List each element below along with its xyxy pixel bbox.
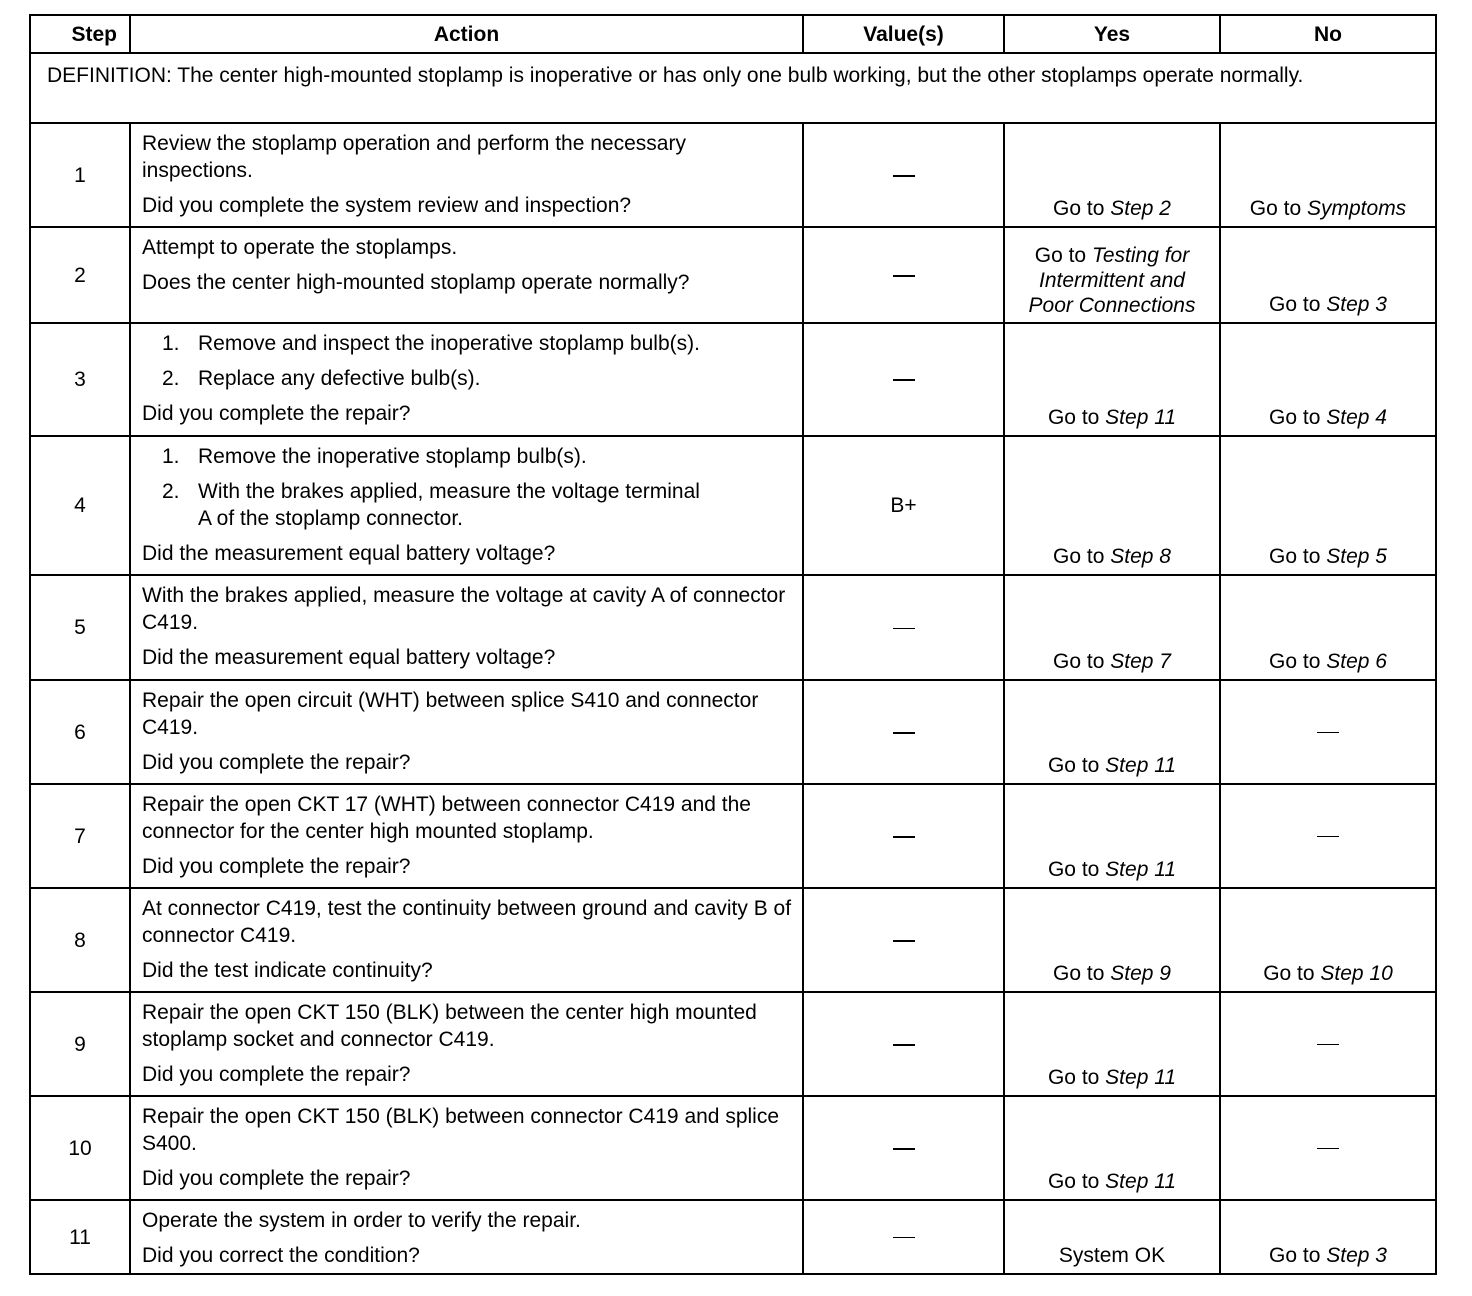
action-cell — [130, 1096, 803, 1200]
step-number: 2 — [30, 227, 130, 323]
yes-prefix: Go to — [1053, 197, 1111, 220]
yes-cell — [1004, 227, 1220, 323]
yes-cell — [1004, 123, 1220, 227]
header-action: Action — [130, 15, 803, 53]
header-no: No — [1220, 15, 1436, 53]
dash-icon — [893, 940, 915, 942]
header-values: Value(s) — [803, 15, 1004, 53]
step-number: 8 — [30, 888, 130, 992]
action-question: Did you complete the repair? — [142, 1063, 411, 1086]
yes-cell — [1004, 1200, 1220, 1274]
action-question: Did you complete the repair? — [142, 402, 411, 425]
action-text: Attempt to operate the stoplamps. — [142, 236, 458, 259]
dash-icon — [1317, 836, 1339, 837]
value-cell — [803, 1096, 1004, 1200]
no-link[interactable]: Step 4 — [1326, 406, 1387, 429]
table-row — [30, 888, 1436, 992]
table-row — [30, 784, 1436, 888]
table-row — [30, 992, 1436, 1096]
dash-icon — [893, 836, 915, 838]
value-cell — [803, 123, 1004, 227]
dash-icon — [893, 732, 915, 734]
yes-prefix: Go to — [1053, 545, 1111, 568]
table-row — [30, 575, 1436, 680]
value-cell — [803, 575, 1004, 680]
yes-link-line: Intermittent and — [1039, 269, 1185, 292]
no-link[interactable]: Step 5 — [1326, 545, 1387, 568]
substep-number: 1. — [162, 445, 180, 468]
substep-item — [142, 365, 792, 392]
no-prefix: Go to — [1249, 197, 1307, 220]
table-row — [30, 323, 1436, 436]
action-text: With the brakes applied, measure the voltage at cavity A of connector C419. — [142, 584, 786, 634]
action-text: Repair the open CKT 150 (BLK) between the center high mounted stoplamp socket and connector C419. — [142, 1001, 757, 1051]
action-question: Does the center high-mounted stoplamp operate normally? — [142, 271, 690, 294]
yes-link[interactable]: Step 7 — [1110, 650, 1171, 673]
no-link[interactable]: Step 3 — [1326, 1244, 1387, 1267]
table-row — [30, 436, 1436, 575]
yes-prefix: Go to — [1047, 406, 1106, 429]
no-prefix: Go to — [1269, 406, 1327, 429]
action-cell — [130, 1200, 803, 1274]
yes-cell — [1004, 1096, 1220, 1200]
header-row — [30, 15, 1436, 53]
step-number: 5 — [30, 575, 130, 680]
substep-item — [142, 478, 792, 532]
action-question: Did the test indicate continuity? — [142, 959, 433, 982]
no-prefix: Go to — [1269, 650, 1327, 673]
no-link[interactable]: Step 3 — [1326, 293, 1387, 316]
dash-icon — [893, 628, 915, 629]
dash-icon — [1317, 732, 1339, 733]
substep-text: Remove the inoperative stoplamp bulb(s). — [198, 445, 587, 468]
yes-link[interactable]: Step 8 — [1110, 545, 1171, 568]
diagnostic-table — [29, 14, 1437, 1275]
yes-link-line: Poor Connections — [1028, 294, 1196, 317]
action-cell — [130, 436, 803, 575]
value-cell — [803, 888, 1004, 992]
yes-prefix: Go to — [1047, 1066, 1106, 1089]
yes-cell — [1004, 575, 1220, 680]
yes-cell — [1004, 436, 1220, 575]
no-prefix: Go to — [1269, 293, 1327, 316]
no-cell — [1220, 1200, 1436, 1274]
value-cell — [803, 1200, 1004, 1274]
yes-result: System OK — [1058, 1244, 1166, 1267]
dash-icon — [893, 1044, 915, 1046]
no-prefix: Go to — [1269, 545, 1327, 568]
no-link[interactable]: Symptoms — [1307, 197, 1407, 220]
yes-prefix: Go to — [1053, 650, 1111, 673]
no-link[interactable]: Step 10 — [1320, 962, 1393, 985]
no-cell — [1220, 227, 1436, 323]
yes-link[interactable]: Step 11 — [1105, 406, 1177, 429]
action-cell — [130, 323, 803, 436]
dash-icon — [893, 1237, 915, 1238]
value-cell — [803, 323, 1004, 436]
yes-link-line: Testing for — [1091, 244, 1190, 267]
substep-text: Replace any defective bulb(s). — [198, 367, 481, 390]
yes-prefix: Go to — [1053, 962, 1111, 985]
header-step: Step — [30, 15, 130, 53]
definition-text: DEFINITION: The center high-mounted stoplamp is inoperative or has only one bulb working, but the other stoplamps operate normally. — [30, 53, 1436, 123]
action-cell — [130, 888, 803, 992]
action-question: Did you correct the condition? — [142, 1244, 420, 1267]
yes-link[interactable]: Step 2 — [1110, 197, 1171, 220]
action-cell — [130, 123, 803, 227]
action-text: Repair the open circuit (WHT) between splice S410 and connector C419. — [142, 689, 759, 739]
action-question: Did the measurement equal battery voltage? — [142, 646, 556, 669]
no-prefix: Go to — [1269, 1244, 1327, 1267]
no-cell — [1220, 323, 1436, 436]
action-text: Review the stoplamp operation and perform the necessary inspections. — [142, 132, 686, 182]
no-cell — [1220, 575, 1436, 680]
dash-icon — [893, 1148, 915, 1150]
substep-item — [142, 330, 792, 357]
step-number: 4 — [30, 436, 130, 575]
yes-cell — [1004, 992, 1220, 1096]
step-number: 11 — [30, 1200, 130, 1274]
no-cell — [1220, 992, 1436, 1096]
substep-list — [142, 330, 792, 392]
action-text: At connector C419, test the continuity between ground and cavity B of connector C419. — [142, 897, 792, 947]
no-cell — [1220, 123, 1436, 227]
table-row — [30, 227, 1436, 323]
action-question: Did the measurement equal battery voltage? — [142, 542, 556, 565]
yes-link[interactable]: Step 11 — [1105, 858, 1177, 881]
substep-list — [142, 443, 792, 532]
dash-icon — [1317, 1148, 1339, 1149]
yes-cell — [1004, 680, 1220, 784]
step-number: 9 — [30, 992, 130, 1096]
dash-icon — [1317, 1044, 1339, 1045]
no-cell — [1220, 436, 1436, 575]
value-cell — [803, 680, 1004, 784]
step-number: 7 — [30, 784, 130, 888]
action-question: Did you complete the repair? — [142, 855, 411, 878]
yes-link[interactable]: Step 11 — [1105, 1066, 1177, 1089]
table-row — [30, 1096, 1436, 1200]
action-cell — [130, 227, 803, 323]
action-cell — [130, 680, 803, 784]
action-question: Did you complete the system review and inspection? — [142, 194, 632, 217]
action-text: Operate the system in order to verify the repair. — [142, 1209, 581, 1232]
step-number: 6 — [30, 680, 130, 784]
action-text: Repair the open CKT 17 (WHT) between connector C419 and the connector for the center high mounted stoplamp. — [142, 793, 751, 843]
dash-icon — [893, 175, 915, 177]
no-link[interactable]: Step 6 — [1326, 650, 1387, 673]
step-number: 3 — [30, 323, 130, 436]
no-cell — [1220, 784, 1436, 888]
action-question: Did you complete the repair? — [142, 751, 411, 774]
action-cell — [130, 784, 803, 888]
value-cell — [803, 227, 1004, 323]
yes-prefix: Go to — [1047, 754, 1106, 777]
table-row — [30, 123, 1436, 227]
value-cell — [803, 784, 1004, 888]
yes-link[interactable]: Step 11 — [1105, 754, 1177, 777]
dash-icon — [893, 379, 915, 381]
action-question: Did you complete the repair? — [142, 1167, 411, 1190]
step-number: 1 — [30, 123, 130, 227]
yes-link[interactable] — [1005, 243, 1219, 318]
value-cell: B+ — [803, 436, 1004, 575]
yes-prefix: Go to — [1047, 1170, 1106, 1193]
step-number: 10 — [30, 1096, 130, 1200]
no-cell — [1220, 680, 1436, 784]
value-cell — [803, 992, 1004, 1096]
yes-prefix: Go to — [1034, 244, 1092, 267]
yes-cell — [1004, 888, 1220, 992]
action-cell — [130, 575, 803, 680]
definition-row — [30, 53, 1436, 123]
substep-number: 2. — [162, 480, 180, 503]
substep-number: 2. — [162, 367, 180, 390]
no-prefix: Go to — [1263, 962, 1321, 985]
no-cell — [1220, 888, 1436, 992]
dash-icon — [893, 275, 915, 277]
action-cell — [130, 992, 803, 1096]
yes-link[interactable]: Step 11 — [1105, 1170, 1177, 1193]
yes-link[interactable]: Step 9 — [1110, 962, 1171, 985]
yes-cell — [1004, 323, 1220, 436]
substep-text: With the brakes applied, measure the voltage terminal A of the stoplamp connector. — [198, 480, 700, 530]
substep-text: Remove and inspect the inoperative stoplamp bulb(s). — [198, 332, 700, 355]
substep-number: 1. — [162, 332, 180, 355]
action-text: Repair the open CKT 150 (BLK) between connector C419 and splice S400. — [142, 1105, 780, 1155]
substep-item — [142, 443, 792, 470]
no-cell — [1220, 1096, 1436, 1200]
yes-prefix: Go to — [1047, 858, 1106, 881]
header-yes: Yes — [1004, 15, 1220, 53]
table-row — [30, 1200, 1436, 1274]
yes-cell — [1004, 784, 1220, 888]
table-row — [30, 680, 1436, 784]
